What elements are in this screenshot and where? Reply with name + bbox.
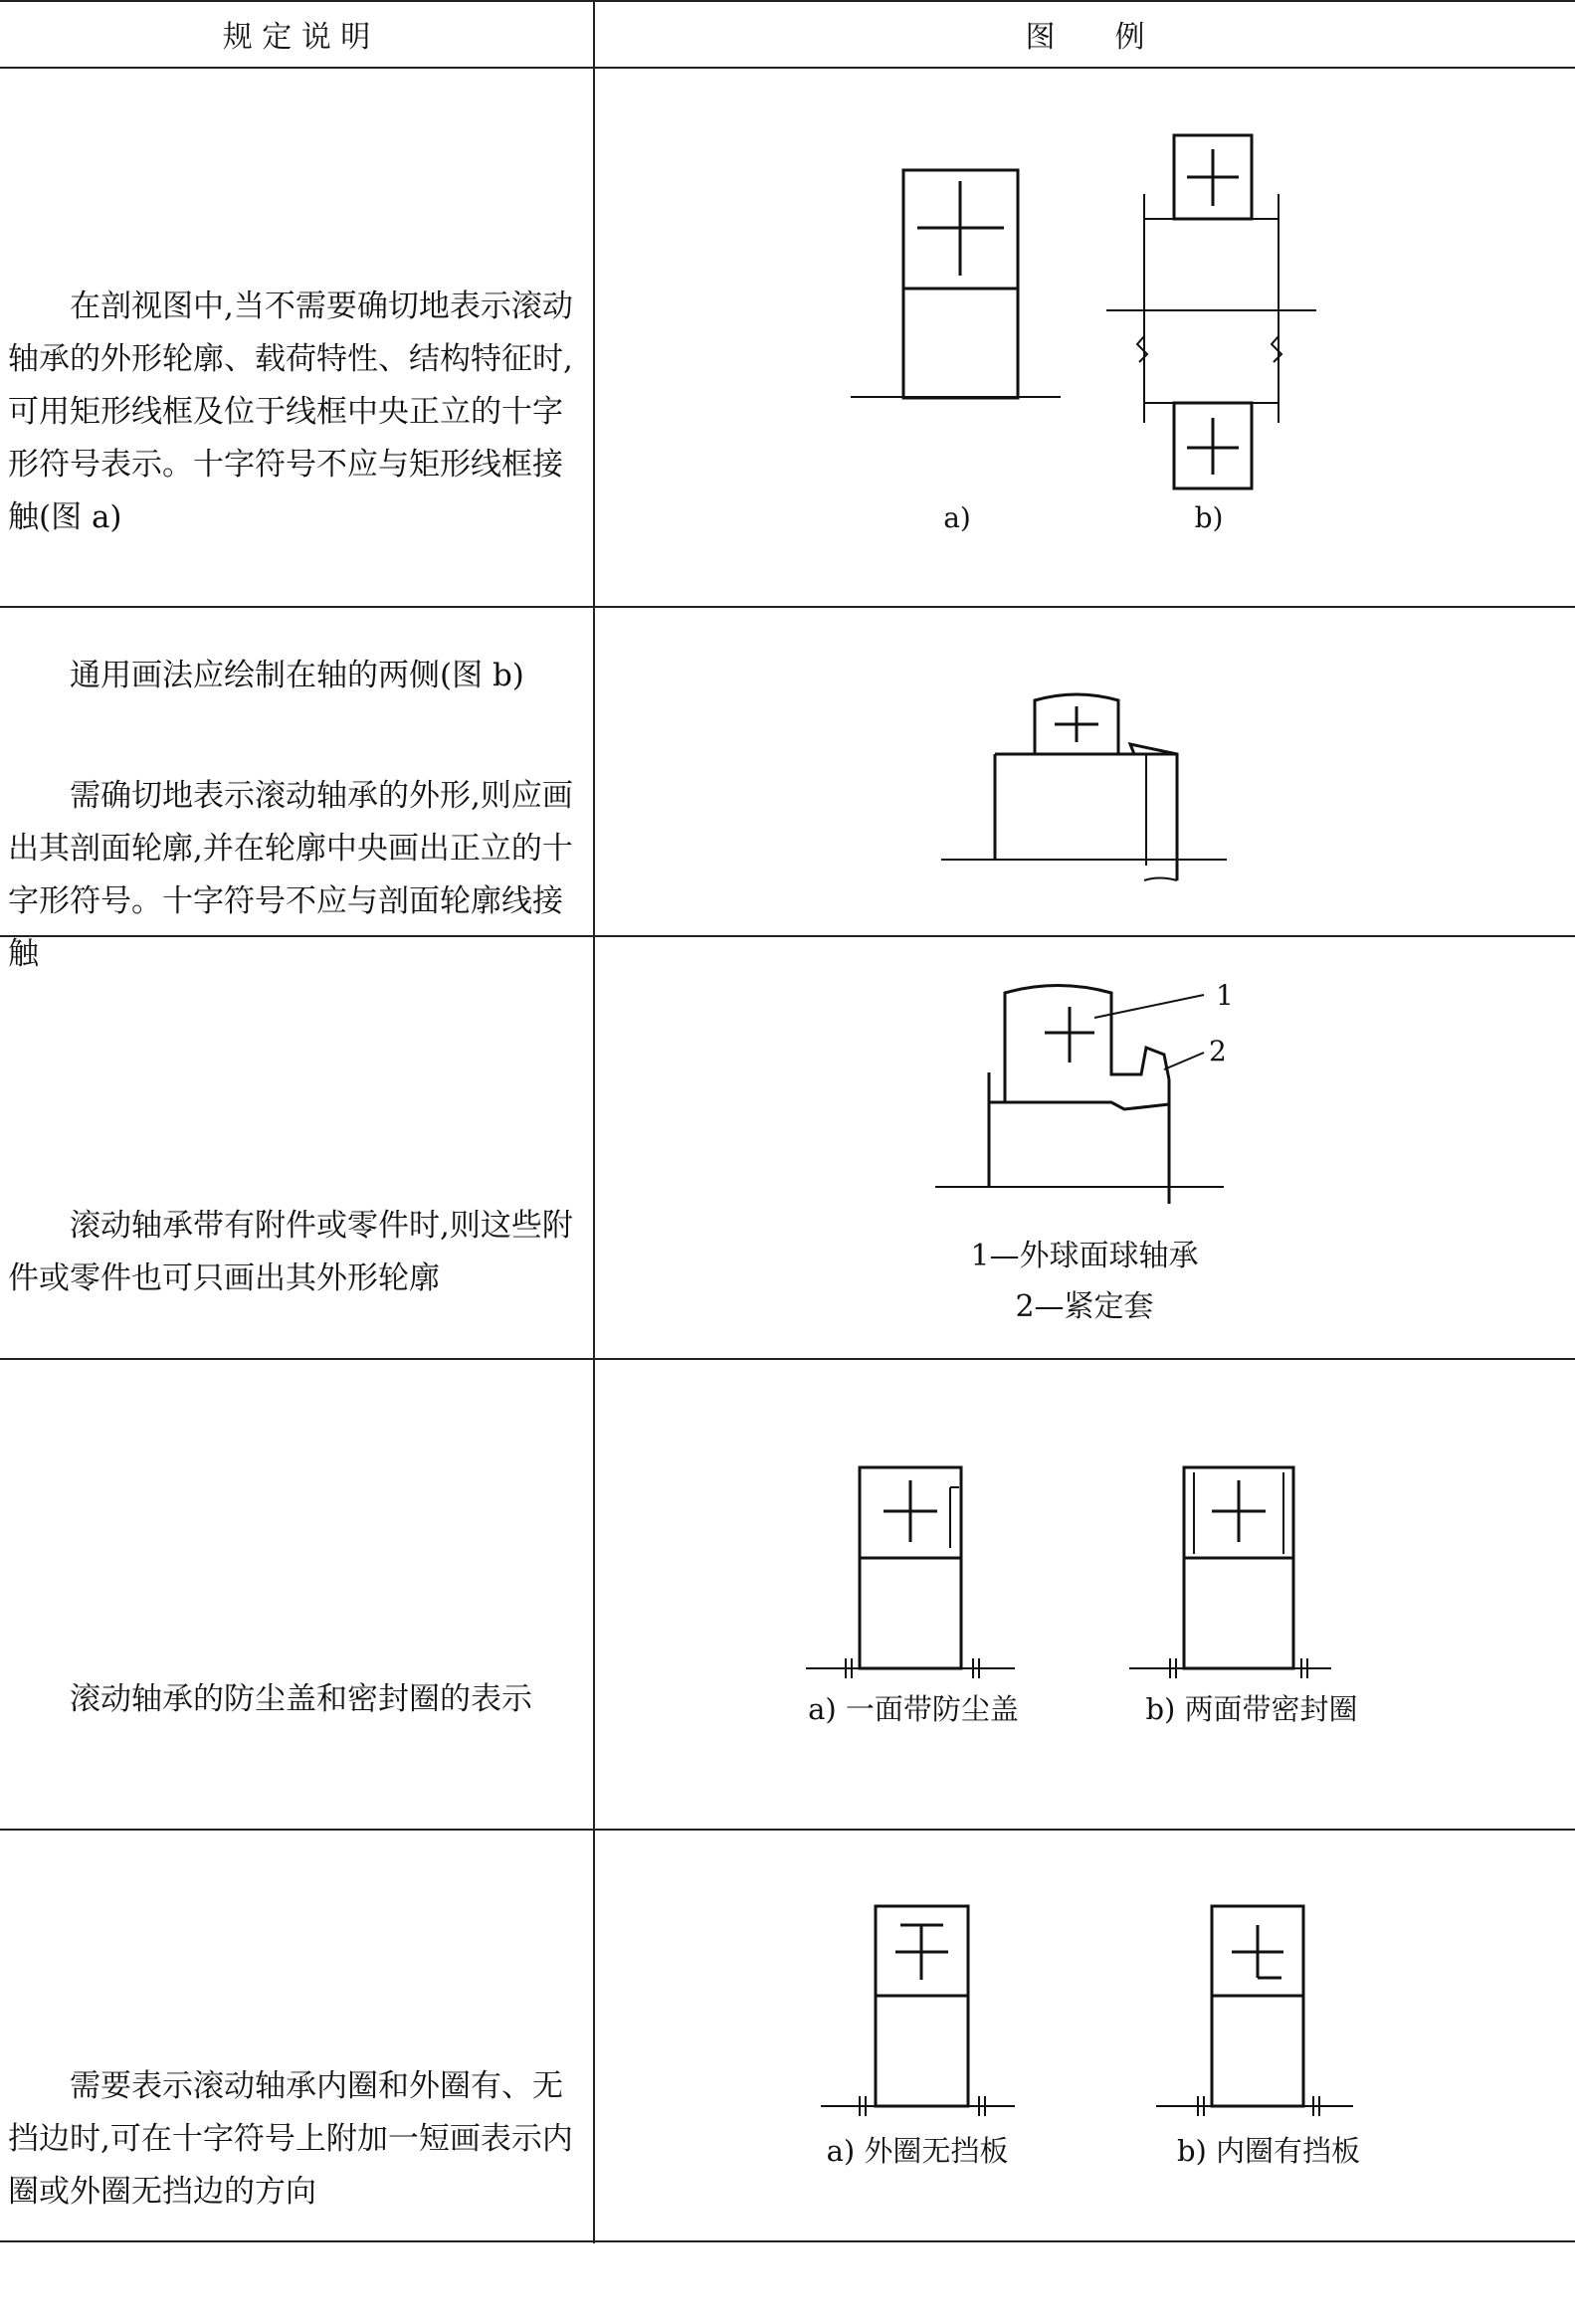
label-b: b) 两面带密封圈	[1145, 1692, 1358, 1726]
row2-paragraph-1: 需确切地表示滚动轴承的外形,则应画出其剖面轮廓,并在轮廓中央画出正立的十字形符号。十字符号不应与剖面轮廓线接触	[8, 778, 573, 972]
row4-paragraph-1: 滚动轴承的防尘盖和密封圈的表示	[70, 1681, 532, 1717]
row4-drawing-a	[806, 1467, 1019, 1726]
row1-drawing-a	[851, 170, 1061, 534]
bearing-outline	[989, 986, 1169, 1103]
legend-line-2: 2—紧定套	[1015, 1289, 1154, 1324]
row1-paragraph-2: 通用画法应绘制在轴的两侧(图 b)	[70, 658, 524, 693]
break-line	[1144, 878, 1177, 881]
row1-paragraph-1: 在剖视图中,当不需要确切地表示滚动轴承的外形轮廓、载荷特性、结构特征时,可用矩形线框及位于线框中央正立的十字形符号表示。十字符号不应与矩形线框接触(图 a)	[8, 289, 573, 535]
label-a: a) 一面带防尘盖	[808, 1692, 1019, 1726]
callout-2: 2	[1209, 1035, 1227, 1067]
break-line-right-b	[1272, 336, 1281, 362]
label-b: b)	[1194, 501, 1224, 534]
row5-drawing-b	[1156, 1906, 1360, 2168]
row3-drawing	[935, 979, 1234, 1324]
label-b: b) 内圈有挡板	[1176, 2134, 1361, 2168]
row4-drawing-b	[1129, 1467, 1358, 1726]
label-a: a)	[943, 501, 971, 534]
break-line-left-b	[1137, 336, 1147, 362]
row2-drawing	[941, 694, 1227, 880]
row5-drawing-a	[821, 1906, 1015, 2168]
header-rule-description: 规 定 说 明	[222, 20, 371, 55]
row1-drawing-b	[1106, 135, 1316, 534]
row5-paragraph-1: 需要表示滚动轴承内圈和外圈有、无挡边时,可在十字符号上附加一短画表示内圈或外圈无挡边的方向	[8, 2068, 573, 2210]
row3-paragraph-1: 滚动轴承带有附件或零件时,则这些附件或零件也可只画出其外形轮廓	[8, 1208, 573, 1296]
sleeve-outline	[989, 1102, 1169, 1109]
legend-line-1: 1—外球面球轴承	[970, 1239, 1199, 1273]
leader-line-2	[1164, 1053, 1204, 1069]
label-a: a) 外圈无挡板	[826, 2134, 1009, 2168]
callout-1: 1	[1216, 979, 1234, 1012]
header-example: 图 例	[1025, 20, 1145, 55]
